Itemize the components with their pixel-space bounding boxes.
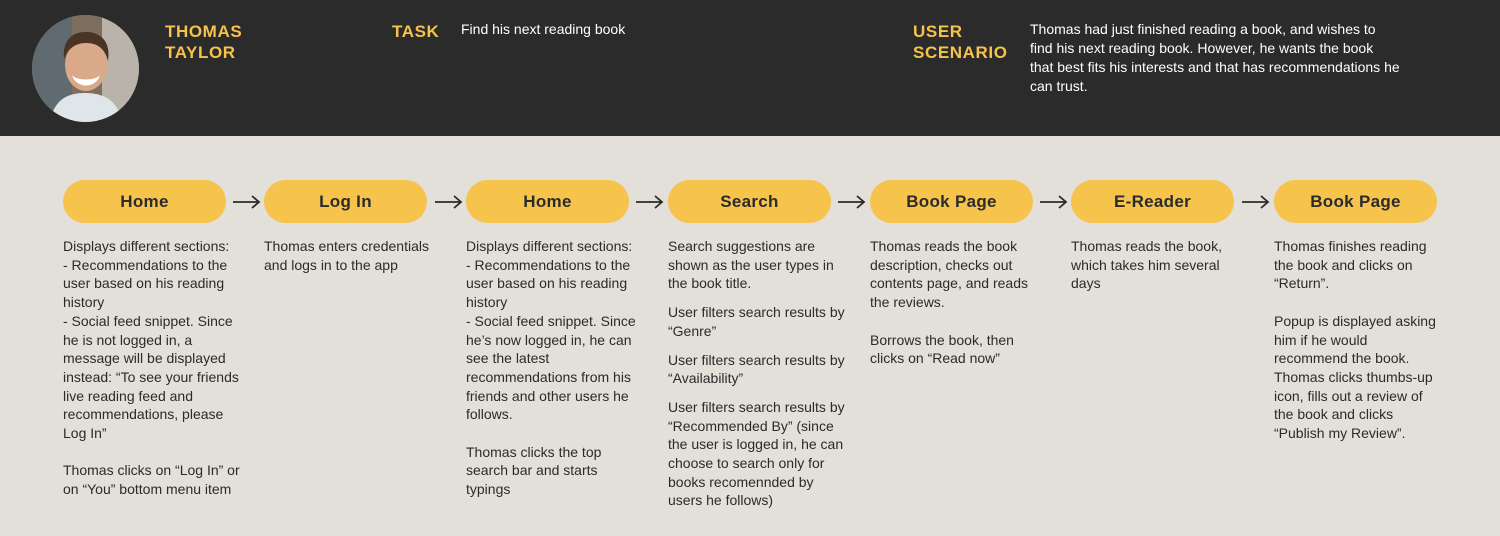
arrow-right-icon [1039,192,1069,212]
step-4-paragraph-2: User filters search results by “Genre” [668,304,845,339]
step-2-description [264,237,434,274]
scenario-label-line1: USER [913,22,963,41]
step-6-pill: E-Reader [1071,180,1234,223]
step-3-paragraph-2: Thomas clicks the top search bar and starts typings [466,443,602,498]
step-1-description [63,237,241,499]
step-3-description [466,237,638,499]
step-3-pill: Home [466,180,629,223]
persona-name [165,21,242,63]
step-6-description [1071,237,1231,293]
step-4-pill: Search [668,180,831,223]
step-7-pill: Book Page [1274,180,1437,223]
step-1-pill: Home [63,180,226,223]
step-5-pill: Book Page [870,180,1033,223]
step-7-description [1274,237,1436,443]
person-avatar-icon [32,15,139,122]
step-4-paragraph-3: User filters search results by “Availability” [668,351,845,387]
step-2-pill: Log In [264,180,427,223]
step-5-description [870,237,1040,368]
arrow-right-icon [635,192,665,212]
step-6-paragraph-1: Thomas reads the book, which takes him several days [1071,238,1222,292]
arrow-right-icon [434,192,464,212]
step-1-paragraph-1: Displays different sections: - Recommendations to the user based on his reading history - Social feed snippet. Since he is not logged in, a message will be displayed instead: “To see your friends live reading feed and recommendations, please Log In” [63,238,239,442]
step-4-paragraph-4: User filters search results by “Recommended By” (since the user is logged in, he can choose to search only for books recomennded by users he follows) [668,398,845,509]
step-5-paragraph-1: Thomas reads the book description, checks out contents page, and reads the reviews. [870,238,1029,311]
scenario-label [913,21,1008,63]
persona-last-name: TAYLOR [165,43,236,62]
persona-first-name: THOMAS [165,22,243,41]
step-7-paragraph-1: Thomas finishes reading the book and clicks on “Return”. [1274,238,1427,292]
step-4-paragraph-1: Search suggestions are shown as the user types in the book title. [668,238,834,292]
step-1-paragraph-2: Thomas clicks on “Log In” or on “You” bottom menu item [63,462,240,498]
step-7-paragraph-2: Popup is displayed asking him if he would recommend the book. Thomas clicks thumbs-up icon, fills out a review of the book and clicks “Publish my Review”. [1274,312,1436,442]
step-2-paragraph-1: Thomas enters credentials and logs in to the app [264,238,429,273]
step-4-description [668,237,850,510]
step-5-paragraph-2: Borrows the book, then clicks on “Read now” [870,331,1014,367]
persona-header [0,0,1500,136]
task-text: Find his next reading book [461,21,626,37]
arrow-right-icon [232,192,262,212]
scenario-text: Thomas had just finished reading a book, and wishes to find his next reading book. However, he wants the book that best fits his interests and that has recommendations he can trust. [1030,21,1400,94]
step-3-paragraph-1: Displays different sections: - Recommendations to the user based on his reading history - Social feed snippet. Since he’s now logged in, he can see the latest recommendations from his friends and other users he follows. [466,238,636,423]
arrow-right-icon [837,192,867,212]
task-label: TASK [392,22,440,41]
scenario-label-line2: SCENARIO [913,43,1008,62]
arrow-right-icon [1241,192,1271,212]
